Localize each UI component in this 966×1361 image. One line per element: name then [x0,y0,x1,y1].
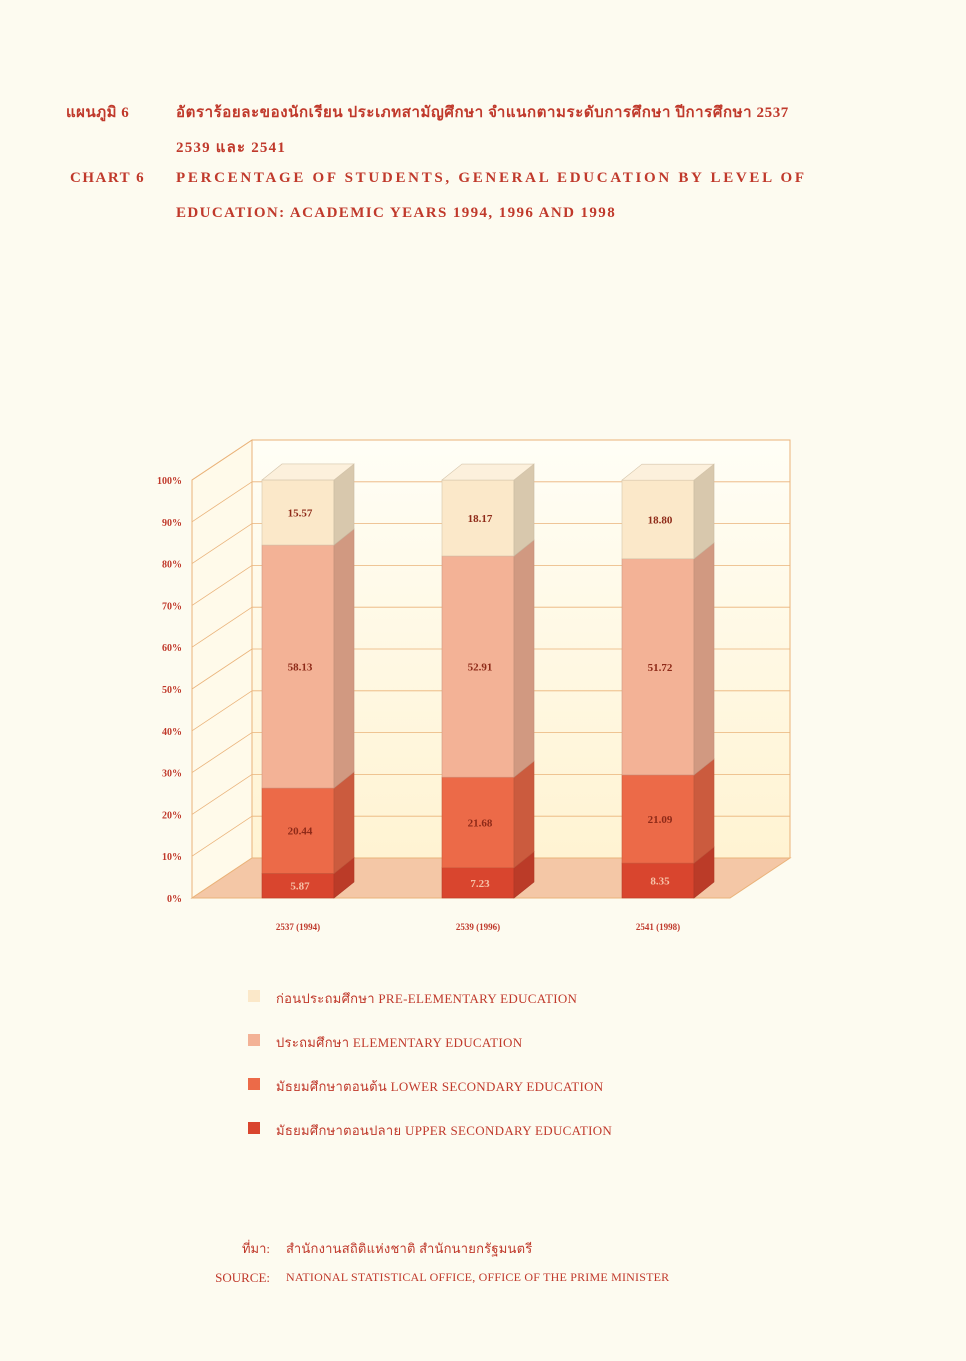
bar-side [694,759,714,863]
y-tick-label: 0% [167,894,182,905]
bar-side [694,464,714,559]
thai-chart-title-line2: 2539 และ 2541 [176,140,287,156]
bar-data-label: 21.68 [467,817,493,830]
source-en-text: NATIONAL STATISTICAL OFFICE, OFFICE OF THE PRIME MINISTER [286,1270,670,1284]
y-tick-label: 10% [162,852,182,864]
source-en-label: SOURCE: [215,1270,270,1285]
legend-label: มัธยมศึกษาตอนต้น LOWER SECONDARY EDUCATION [276,1079,604,1094]
stacked-bar-chart [140,380,820,960]
bar-segment [442,540,534,777]
x-tick-label: 2537 (1994) [275,922,321,932]
x-tick-label: 2539 (1996) [455,922,501,932]
bar-side [694,543,714,775]
y-tick-label: 40% [162,726,182,738]
source-thai-label: ที่มา: [241,1241,270,1256]
legend-swatch [248,1034,260,1046]
x-tick-label: 2541 (1998) [635,922,681,932]
bar-data-label: 51.72 [647,661,673,674]
legend-swatch [248,1078,260,1090]
y-tick-label: 80% [162,559,182,571]
bar-data-label: 18.80 [647,514,673,527]
bar-side [514,761,534,868]
bar-segment [262,529,354,788]
legend-swatch [248,990,260,1002]
bar-data-label: 58.13 [287,661,313,674]
bar-segment [622,543,714,775]
y-tick-label: 90% [162,517,182,529]
en-chart-title-line1: PERCENTAGE OF STUDENTS, GENERAL EDUCATION BY LEVEL OF [176,170,807,186]
y-tick-label: 100% [157,476,182,487]
bar-side [514,540,534,777]
y-tick-label: 70% [162,601,182,613]
bar-data-label: 15.57 [287,507,313,520]
legend-label: ประถมศึกษา ELEMENTARY EDUCATION [276,1035,523,1050]
en-chart-title-line2: EDUCATION: ACADEMIC YEARS 1994, 1996 AND 1998 [176,205,617,221]
bar-data-label: 5.87 [290,880,310,893]
legend-swatch [248,1122,260,1134]
bar-data-label: 21.09 [647,814,673,827]
source-thai-text: สำนักงานสถิติแห่งชาติ สำนักนายกรัฐมนตรี [286,1241,533,1256]
bar-data-label: 18.17 [467,513,493,526]
y-tick-label: 20% [162,810,182,822]
y-tick-label: 50% [162,685,182,696]
bar-data-label: 52.91 [467,661,493,674]
en-chart-label: CHART 6 [70,170,146,186]
legend-label: มัธยมศึกษาตอนปลาย UPPER SECONDARY EDUCATION [276,1123,613,1138]
bar-side [334,772,354,873]
y-tick-label: 30% [162,768,182,780]
thai-chart-label: แผนภูมิ 6 [66,105,130,121]
legend-label: ก่อนประถมศึกษา PRE-ELEMENTARY EDUCATION [276,991,578,1006]
bar-data-label: 20.44 [287,825,313,838]
bar-data-label: 7.23 [470,877,490,890]
thai-chart-title-line1: อัตราร้อยละของนักเรียน ประเภทสามัญศึกษา จำแนกตามระดับการศึกษา ปีการศึกษา 2537 [176,105,789,121]
bar-data-label: 8.35 [650,875,670,888]
y-tick-label: 60% [162,643,182,655]
bar-side [334,529,354,788]
